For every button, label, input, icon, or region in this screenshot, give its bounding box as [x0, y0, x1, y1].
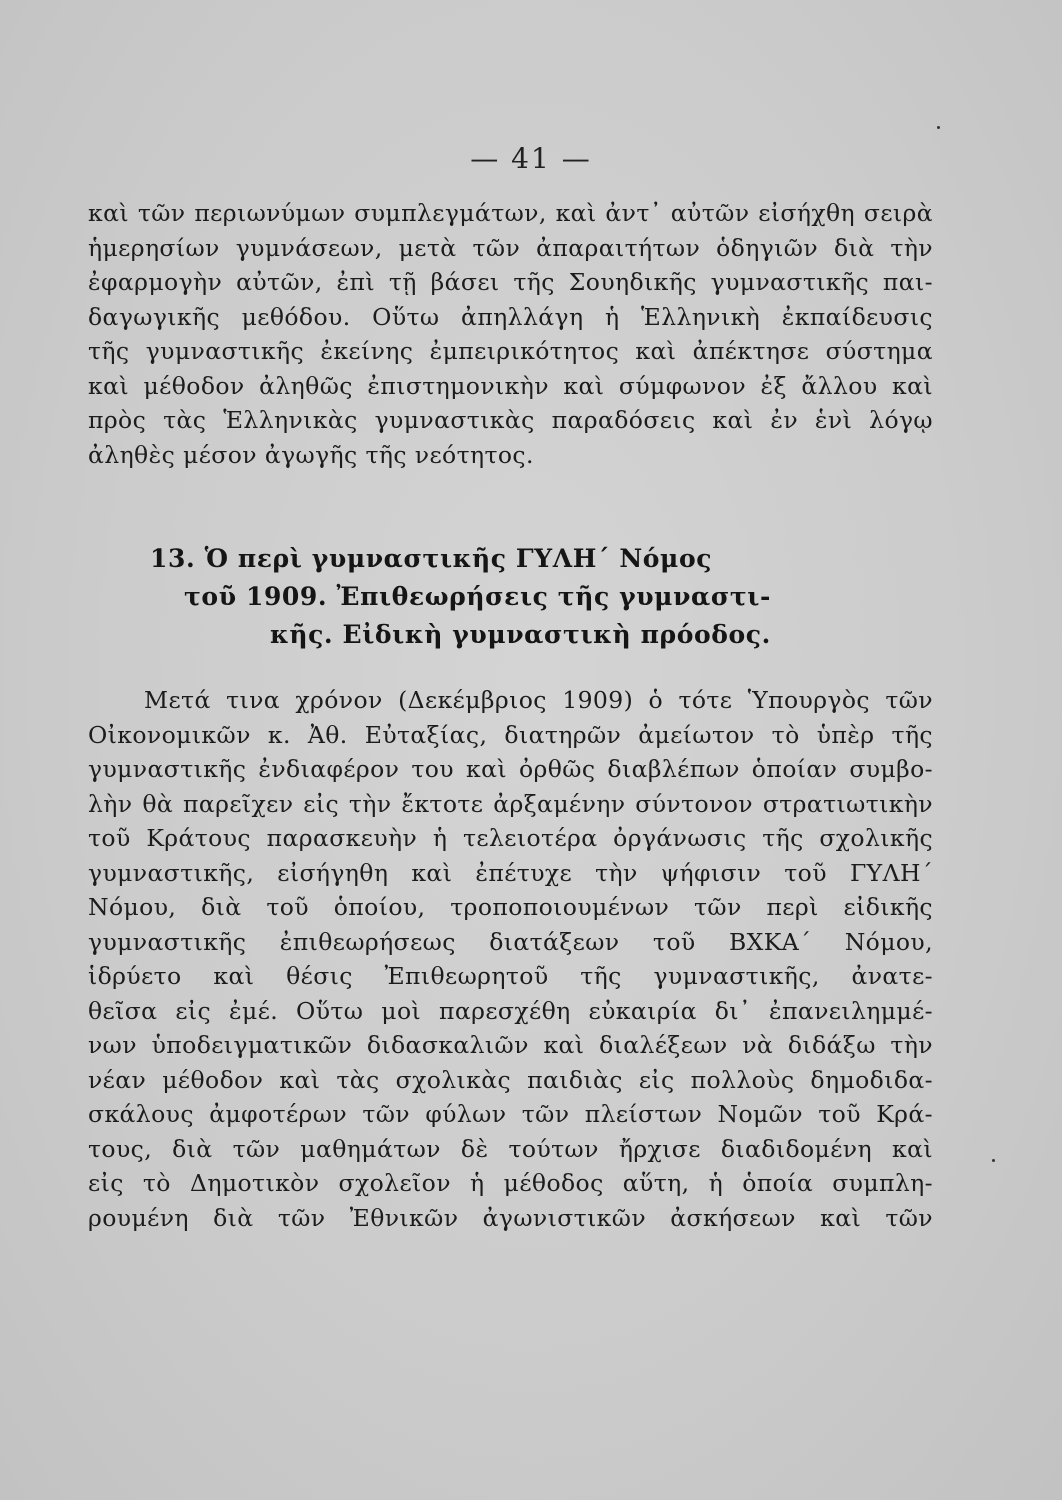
- text-line: ἐφαρμογὴν αὐτῶν, ἐπὶ τῇ βάσει τῆς Σουηδικῆς γυμναστικῆς παι-: [88, 268, 933, 296]
- text-line: ἡμερησίων γυμνάσεων, μετὰ τῶν ἀπαραιτήτων ὁδηγιῶν διὰ τὴν: [88, 233, 933, 262]
- text-line: τους, διὰ τῶν μαθημάτων δὲ τούτων ἤρχισε διαδιδομένη καὶ: [88, 1134, 933, 1163]
- text-line: εἰς τὸ Δημοτικὸν σχολεῖον ἡ μέθοδος αὕτη, ἡ ὁποία συμπλη-: [88, 1169, 933, 1197]
- text-line: νέαν μέθοδον καὶ τὰς σχολικὰς παιδιὰς εἰς πολλοὺς δημοδιδα-: [88, 1065, 933, 1094]
- ink-speck: [992, 1159, 995, 1162]
- text-line: ἀληθὲς μέσον ἀγωγῆς τῆς νεότητος.: [88, 440, 534, 469]
- text-line: Νόμου, διὰ τοῦ ὁποίου, τροποποιουμένων τῶν περὶ εἰδικῆς: [88, 893, 933, 921]
- heading-line: τοῦ 1909. Ἐπιθεωρήσεις τῆς γυμναστι-: [184, 582, 771, 611]
- paragraph-2: [88, 683, 933, 1235]
- heading-line: 13. Ὁ περὶ γυμναστικῆς ΓΥΛΗ΄ Νόμος: [150, 544, 713, 573]
- text-line: πρὸς τὰς Ἑλληνικὰς γυμναστικὰς παραδόσεις καὶ ἐν ἑνὶ λόγῳ: [88, 406, 933, 434]
- text-line: ἱδρύετο καὶ θέσις Ἐπιθεωρητοῦ τῆς γυμναστικῆς, ἀνατε-: [88, 962, 933, 990]
- section-heading: [150, 540, 920, 654]
- page-number: — 41 —: [470, 142, 592, 175]
- text-line: σκάλους ἀμφοτέρων τῶν φύλων τῶν πλείστων Νομῶν τοῦ Κρά-: [88, 1100, 933, 1128]
- text-line: καὶ μέθοδον ἀληθῶς ἐπιστημονικὴν καὶ σύμφωνον ἐξ ἄλλου καὶ: [88, 371, 933, 400]
- heading-line: κῆς. Εἰδικὴ γυμναστικὴ πρόοδος.: [270, 620, 771, 649]
- text-line: γυμναστικῆς ἐπιθεωρήσεως διατάξεων τοῦ ΒΧΚΑ΄ Νόμου,: [88, 927, 933, 956]
- text-line: θεῖσα εἰς ἐμέ. Οὕτω μοὶ παρεσχέθη εὐκαιρία δι᾽ ἐπανειλημμέ-: [88, 996, 933, 1025]
- text-line: γυμναστικῆς, εἰσήγηθη καὶ ἐπέτυχε τὴν ψήφισιν τοῦ ΓΥΛΗ΄: [88, 858, 933, 887]
- text-line: λὴν θὰ παρεῖχεν εἰς τὴν ἔκτοτε ἀρξαμένην σύντονον στρατιωτικὴν: [88, 789, 933, 818]
- text-line: γυμναστικῆς ἐνδιαφέρον του καὶ ὀρθῶς διαβλέπων ὁποίαν συμβο-: [88, 755, 933, 783]
- ink-speck: [937, 126, 940, 129]
- text-line: τοῦ Κράτους παρασκευὴν ἡ τελειοτέρα ὀργάνωσις τῆς σχολικῆς: [88, 824, 933, 852]
- text-line: δαγωγικῆς μεθόδου. Οὕτω ἀπηλλάγη ἡ Ἑλληνικὴ ἐκπαίδευσις: [88, 302, 933, 331]
- text-line: καὶ τῶν περιωνύμων συμπλεγμάτων, καὶ ἀντ᾽ αὐτῶν εἰσήχθη σειρὰ: [88, 199, 933, 227]
- text-line: Οἰκονομικῶν κ. Ἀθ. Εὐταξίας, διατηρῶν ἀμείωτον τὸ ὑπὲρ τῆς: [88, 720, 933, 749]
- text-line: Μετά τινα χρόνον (Δεκέμβριος 1909) ὁ τότε Ὑπουργὸς τῶν: [144, 686, 933, 714]
- text-line: ρουμένη διὰ τῶν Ἐθνικῶν ἀγωνιστικῶν ἀσκήσεων καὶ τῶν: [88, 1203, 933, 1232]
- text-line: τῆς γυμναστικῆς ἐκείνης ἐμπειρικότητος καὶ ἀπέκτησε σύστημα: [88, 337, 933, 365]
- paragraph-1: [88, 196, 933, 472]
- text-line: νων ὑποδειγματικῶν διδασκαλιῶν καὶ διαλέξεων νὰ διδάξω τὴν: [88, 1031, 933, 1059]
